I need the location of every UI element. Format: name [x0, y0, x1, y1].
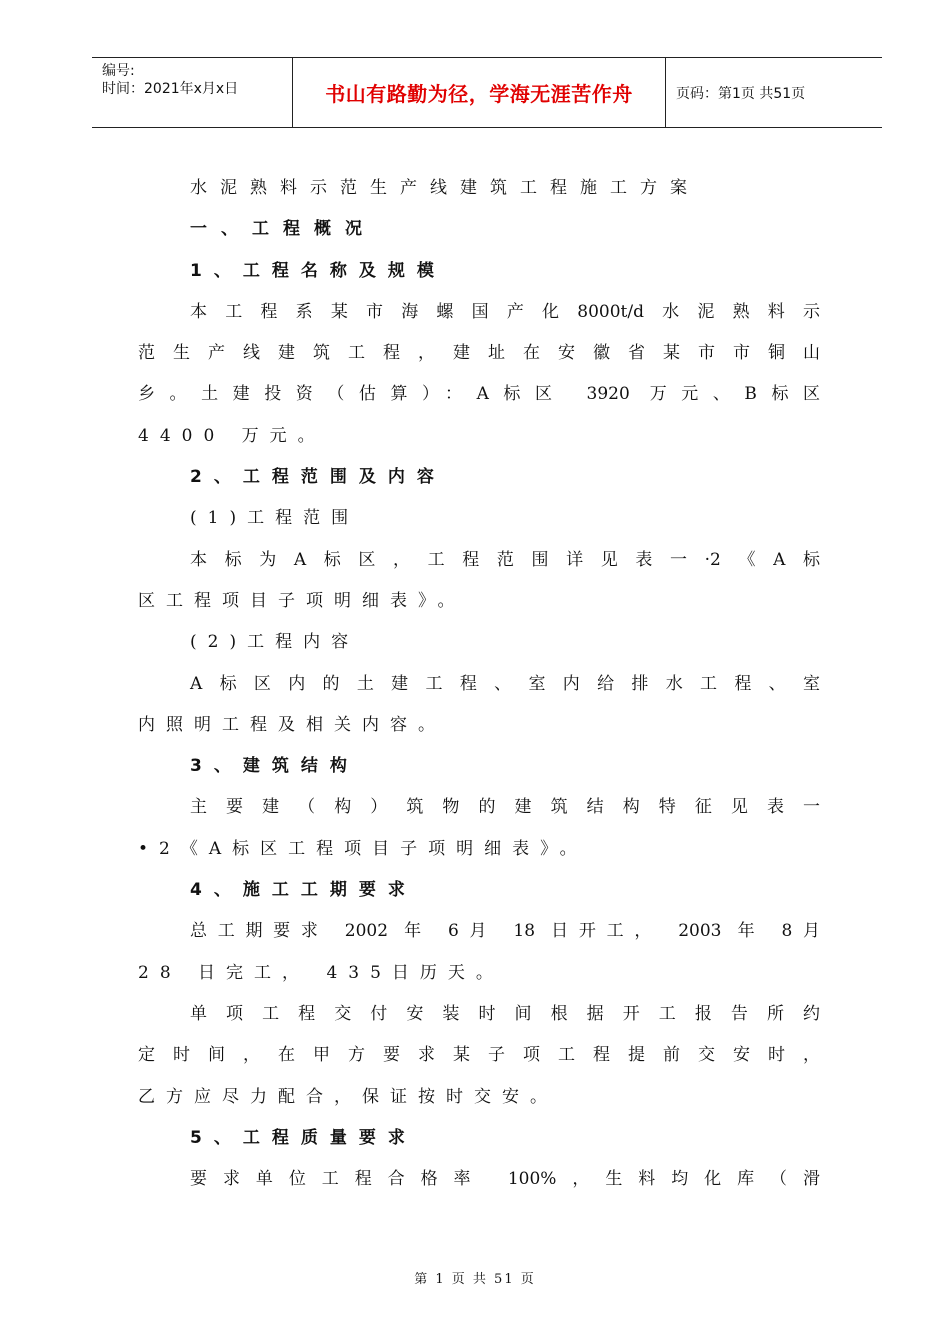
paragraph-line: 28 日完工， 435日历天。 — [138, 962, 504, 983]
subsection-heading: 4、施工工期要求 — [190, 880, 417, 901]
document-number-label: 编号: — [102, 63, 135, 79]
paragraph-line: A标区内的土建工程、室内给排水工程、室 — [190, 673, 820, 694]
paragraph-line: 本标为A标区，工程范围详见表一·2《A标 — [190, 549, 820, 570]
subsection-heading: 2、工程范围及内容 — [190, 467, 446, 488]
subsection-heading: 1、工程名称及规模 — [190, 260, 446, 281]
section-heading: 一、工程概况 — [190, 219, 376, 240]
paragraph-line: 乡。土建投资（估算）：A标区 3920 万元、B标区 — [138, 384, 820, 405]
paragraph-line: 单项工程交付安装时间根据开工报告所约 — [190, 1003, 820, 1024]
header-page-info: 页码：第1页 共51页 — [676, 85, 806, 102]
document-time-label: 时间：2021年x月x日 — [102, 81, 239, 97]
page-header — [92, 57, 882, 128]
paragraph-line: 主要建（构）筑物的建筑结构特征见表一 — [190, 797, 820, 818]
paragraph-line: 范生产线建筑工程，建址在安徽省某市市铜山 — [138, 343, 820, 364]
document-title: 水泥熟料示范生产线建筑工程施工方案 — [190, 178, 700, 198]
header-motto: 书山有路勤为径，学海无涯苦作舟 — [325, 82, 633, 106]
paragraph-line: 本工程系某市海螺国产化8000t/d水泥熟料示 — [190, 301, 820, 322]
paragraph-line: 4400 万元。 — [138, 425, 326, 446]
paragraph-line: 内照明工程及相关内容。 — [138, 714, 446, 735]
list-item: (2)工程内容 — [190, 632, 360, 653]
paragraph-line: 区工程项目子项明细表》。 — [138, 590, 466, 611]
subsection-heading: 3、建筑结构 — [190, 756, 359, 777]
paragraph-line: 乙方应尽力配合，保证按时交安。 — [138, 1086, 558, 1107]
list-item: (1)工程范围 — [190, 508, 360, 529]
paragraph-line: •2《A标区工程项目子项明细表》。 — [138, 838, 588, 859]
paragraph-line: 总工期要求 2002 年 6月 18 日开工， 2003 年 8月 — [190, 921, 820, 942]
document-body — [138, 168, 820, 1200]
header-meta — [92, 58, 293, 127]
subsection-heading: 5、工程质量要求 — [190, 1127, 417, 1148]
header-motto-cell — [293, 58, 666, 127]
paragraph-line: 要求单位工程合格率 100%，生料均化库（滑 — [190, 1169, 820, 1190]
paragraph-line: 定时间，在甲方要求某子项工程提前交安时， — [138, 1045, 820, 1066]
page-footer: 第 1 页 共 51 页 — [414, 1272, 536, 1287]
